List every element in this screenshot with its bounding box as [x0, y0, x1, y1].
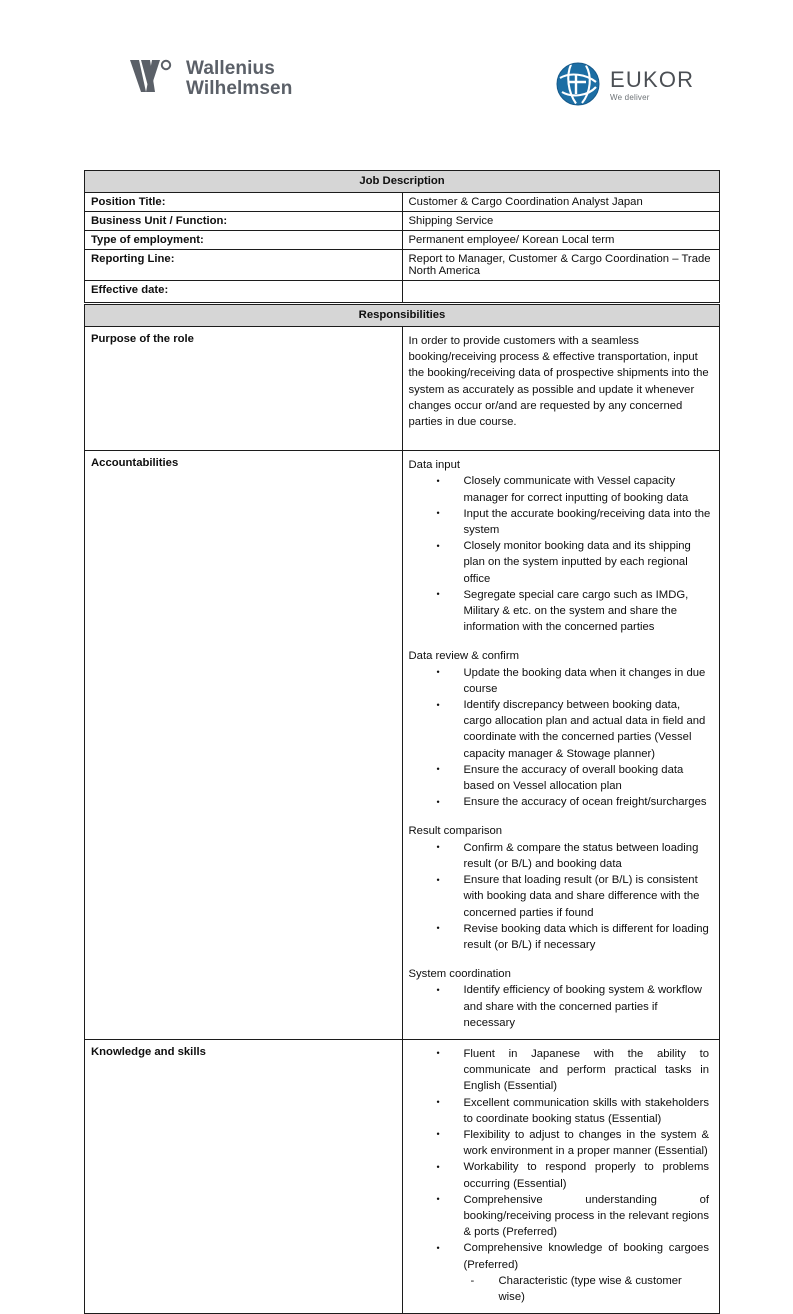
- effective-date-label: Effective date:: [85, 281, 403, 303]
- group-title: Data input: [408, 459, 460, 472]
- list-item: • Identify discrepancy between booking data, cargo allocation plan and actual data in field and coordinate with the concerned parties (Vessel capacity manager & Stowage planner): [409, 697, 712, 762]
- knowledge-and-skills-label: Knowledge and skills: [85, 1039, 403, 1313]
- list-item: • Update the booking data when it changes in due course: [409, 665, 712, 697]
- accountability-list: [409, 665, 712, 811]
- table-row-header: [85, 305, 720, 327]
- employment-type-value: Permanent employee/ Korean Local term: [402, 231, 720, 250]
- accountability-list: [409, 982, 712, 1031]
- wallenius-wordmark-line1: Wallenius: [186, 58, 275, 79]
- knowledge-sub-list: [409, 1273, 712, 1305]
- list-item: • Excellent communication skills with stakeholders to coordinate booking status (Essential): [409, 1095, 712, 1127]
- employment-type-label: Type of employment:: [85, 231, 403, 250]
- table-row: [85, 212, 720, 231]
- position-title-value: Customer & Cargo Coordination Analyst Japan: [402, 193, 720, 212]
- reporting-line-label: Reporting Line:: [85, 250, 403, 281]
- table-row-purpose: [85, 327, 720, 451]
- accountability-list: [409, 473, 712, 635]
- wallenius-wilhelmsen-w-mark: [130, 58, 176, 98]
- table-row: [85, 231, 720, 250]
- list-item: - Characteristic (type wise & customer wise): [409, 1273, 712, 1305]
- knowledge-and-skills-body: [402, 1039, 720, 1313]
- job-description-header: Job Description: [85, 171, 720, 193]
- list-item: • Ensure the accuracy of ocean freight/surcharges: [409, 794, 712, 810]
- list-item: • Input the accurate booking/receiving data into the system: [409, 506, 712, 538]
- purpose-of-role-text: In order to provide customers with a seamless booking/receiving process & effective transportation, input the booking/receiving data of prospective shipments into the system as accurately as possible and update it whenever changes occur or/and are requested by any concerned parties in due course.: [408, 335, 709, 429]
- list-item: • Comprehensive knowledge of booking cargoes (Preferred): [409, 1240, 712, 1272]
- list-item: • Closely monitor booking data and its shipping plan on the system inputted by each regional office: [409, 538, 712, 587]
- wallenius-wilhelmsen-wordmark: [186, 58, 292, 99]
- eukor-tagline: We deliver: [610, 93, 650, 102]
- wallenius-wilhelmsen-logo: [130, 58, 292, 99]
- table-row: [85, 193, 720, 212]
- list-item: • Identify efficiency of booking system & workflow and share with the concerned parties if necessary: [409, 982, 712, 1031]
- eukor-globe-mark: [556, 62, 600, 106]
- eukor-name: EUKOR: [610, 67, 695, 92]
- accountability-group-result-comparison: [409, 823, 712, 953]
- table-row-header: [85, 171, 720, 193]
- table-row-accountabilities: [85, 451, 720, 1040]
- eukor-logo: [556, 62, 694, 106]
- accountabilities-body: [402, 451, 720, 1040]
- position-title-label: Position Title:: [85, 193, 403, 212]
- group-title: System coordination: [408, 968, 511, 981]
- knowledge-list: [409, 1046, 712, 1273]
- list-item: • Workability to respond properly to problems occurring (Essential): [409, 1159, 712, 1191]
- table-row: [85, 281, 720, 303]
- accountability-group-data-input: [409, 457, 712, 635]
- purpose-of-role-body: [402, 327, 720, 451]
- list-item: • Comprehensive understanding of booking/receiving process in the relevant regions & ports (Preferred): [409, 1192, 712, 1241]
- accountability-group-system-coordination: [409, 966, 712, 1031]
- accountabilities-label: Accountabilities: [85, 451, 403, 1040]
- job-description-table: [84, 170, 720, 303]
- list-item: • Fluent in Japanese with the ability to communicate and perform practical tasks in English (Essential): [409, 1046, 712, 1095]
- business-unit-label: Business Unit / Function:: [85, 212, 403, 231]
- list-item: • Ensure that loading result (or B/L) is consistent with booking data and share difference with the concerned parties if found: [409, 872, 712, 921]
- group-title: Result comparison: [408, 825, 503, 838]
- reporting-line-value: Report to Manager, Customer & Cargo Coordination – Trade North America: [402, 250, 720, 281]
- list-item: • Closely communicate with Vessel capacity manager for correct inputting of booking data: [409, 473, 712, 505]
- group-title: Data review & confirm: [408, 650, 519, 663]
- list-item: • Ensure the accuracy of overall booking data based on Vessel allocation plan: [409, 762, 712, 794]
- effective-date-value: [402, 281, 720, 303]
- list-item: • Flexibility to adjust to changes in the system & work environment in a proper manner (Essential): [409, 1127, 712, 1159]
- list-item: • Confirm & compare the status between loading result (or B/L) and booking data: [409, 840, 712, 872]
- eukor-wordmark: [610, 66, 694, 102]
- list-item: • Revise booking data which is different for loading result (or B/L) if necessary: [409, 921, 712, 953]
- list-item: • Segregate special care cargo such as IMDG, Military & etc. on the system and share the information with the concerned parties: [409, 587, 712, 636]
- business-unit-value: Shipping Service: [402, 212, 720, 231]
- purpose-of-role-label: Purpose of the role: [85, 327, 403, 451]
- responsibilities-table: [84, 304, 720, 1314]
- accountability-list: [409, 840, 712, 953]
- table-row-knowledge: [85, 1039, 720, 1313]
- wallenius-wordmark-line2: Wilhelmsen: [186, 78, 293, 99]
- table-row: [85, 250, 720, 281]
- document-header: [0, 0, 793, 150]
- responsibilities-header: Responsibilities: [85, 305, 720, 327]
- accountability-group-data-review: [409, 648, 712, 810]
